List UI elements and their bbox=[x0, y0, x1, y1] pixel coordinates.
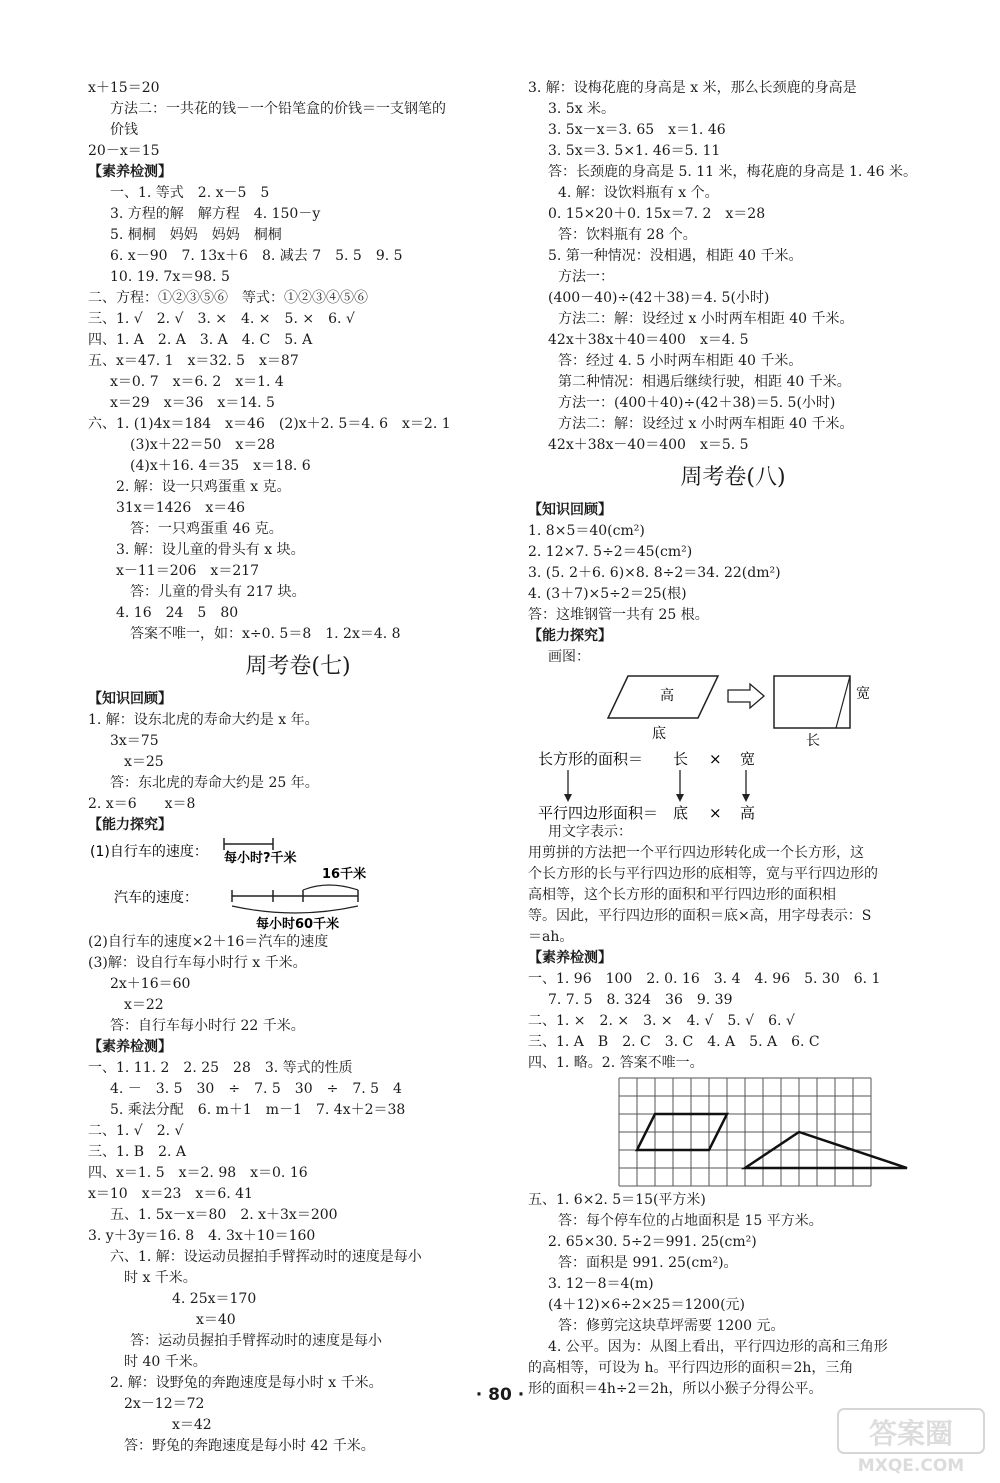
week7-answer-line: 六、1. 解：设运动员握拍手臂挥动时的速度是每小 bbox=[110, 1249, 422, 1265]
left-answer-line: 四、1. A 2. A 3. A 4. C 5. A bbox=[88, 332, 313, 348]
week7-answer-line: 时 x 千米。 bbox=[124, 1270, 197, 1286]
rectangle-length-label: 长 bbox=[806, 733, 820, 748]
week8-section-b bbox=[528, 822, 938, 1074]
right-answer-line: (400－40)÷(42＋38)＝4. 5(小时) bbox=[548, 290, 770, 306]
right-answer-line: 3. 5x＝3. 5×1. 46＝5. 11 bbox=[548, 143, 721, 159]
right-answer-line: 3. 5x 米。 bbox=[548, 101, 616, 117]
week7-answer-line: 答：自行车每小时行 22 千米。 bbox=[110, 1018, 305, 1034]
bike-speed-label: (1)自行车的速度： bbox=[90, 844, 208, 860]
left-column bbox=[88, 78, 508, 1457]
week7-answer-line: 2. x＝6 x＝8 bbox=[88, 796, 196, 812]
left-answer-line: 六、1. (1)4x＝184 x＝46 (2)x＋2. 5＝4. 6 x＝2. 1 bbox=[88, 416, 451, 432]
week8-answer-line: 形的面积＝4h÷2＝2h，所以小猴子分得公平。 bbox=[528, 1381, 823, 1397]
week8-answer-line: 4. (3＋7)×5÷2＝25(根) bbox=[528, 586, 687, 602]
week8-title: 周考卷(八) bbox=[680, 465, 786, 490]
week7-answer-line: 四、x＝1. 5 x＝2. 98 x＝0. 16 bbox=[88, 1165, 308, 1181]
car-total-label: 每小时60千米 bbox=[256, 917, 340, 932]
week7-answer-line: 4. － 3. 5 30 ÷ 7. 5 30 ÷ 7. 5 4 bbox=[110, 1081, 402, 1097]
transform-arrow bbox=[728, 684, 764, 708]
right-answer-line: 方法一：(400＋40)÷(42＋38)＝5. 5(小时) bbox=[558, 395, 836, 411]
week7-answer-line: 答：野兔的奔跑速度是每小时 42 千米。 bbox=[124, 1438, 375, 1454]
left-answer-line: 一、1. 等式 2. x－5 5 bbox=[110, 185, 270, 201]
week7-title: 周考卷(七) bbox=[245, 654, 351, 679]
week8-answer-line: 2. 65×30. 5÷2＝991. 25(cm²) bbox=[548, 1234, 757, 1250]
right-answer-line: 5. 第一种情况：没相遇，相距 40 千米。 bbox=[548, 248, 803, 264]
left-answer-line: 三、1. √ 2. √ 3. × 4. × 5. × 6. √ bbox=[88, 311, 355, 327]
left-answer-line: 五、x＝47. 1 x＝32. 5 x＝87 bbox=[88, 353, 299, 369]
right-answer-line: 第二种情况：相遇后继续行驶，相距 40 千米。 bbox=[558, 374, 851, 390]
week8-answer-line: 高相等，这个长方形的面积和平行四边形的面积相 bbox=[528, 887, 836, 903]
right-answer-line: 42x＋38x＋40＝400 x＝4. 5 bbox=[548, 332, 749, 348]
right-answer-line: 答：饮料瓶有 28 个。 bbox=[558, 227, 697, 243]
week8-answer-line: 一、1. 96 100 2. 0. 16 3. 4 4. 96 5. 30 6. 1 bbox=[528, 971, 881, 987]
speed-segment-figure bbox=[88, 836, 508, 932]
left-answer-line: x＋15＝20 bbox=[88, 80, 160, 96]
week8-answer-line: 7. 7. 5 8. 324 36 9. 39 bbox=[548, 992, 733, 1008]
rectangle-cut-line bbox=[836, 676, 850, 728]
para-formula-lead: 平行四边形面积＝ bbox=[538, 804, 659, 822]
arrow-head-2 bbox=[676, 794, 684, 802]
week8-answer-line: 3. (5. 2＋6. 6)×8. 8÷2＝34. 22(dm²) bbox=[528, 565, 781, 581]
parallelogram-height-label: 高 bbox=[660, 688, 674, 704]
week7-section-a bbox=[88, 689, 508, 836]
right-answer-line: 答：长颈鹿的身高是 5. 11 米，梅花鹿的身高是 1. 46 米。 bbox=[548, 164, 918, 180]
left-answer-line: 答：儿童的骨头有 217 块。 bbox=[130, 584, 306, 600]
week7-answer-line: 3. y＋3y＝16. 8 4. 3x＋10＝160 bbox=[88, 1228, 316, 1244]
right-column bbox=[528, 78, 938, 1400]
week7-answer-line: 答：运动员握拍手臂挥动时的速度是每小 bbox=[130, 1333, 382, 1349]
week8-answer-heading: 【素养检测】 bbox=[528, 950, 612, 966]
left-top-answers bbox=[88, 78, 508, 645]
left-answer-line: 方法二：一共花的钱－一个铅笔盒的价钱＝一支钢笔的 bbox=[110, 101, 446, 117]
para-formula-base: 底 bbox=[673, 804, 689, 822]
car-extra-label: 16千米 bbox=[322, 867, 367, 882]
week8-answer-line: ＝ah。 bbox=[528, 929, 574, 945]
week8-answer-line: 用剪拼的方法把一个平行四边形转化成一个长方形，这 bbox=[528, 845, 864, 861]
right-answer-line: 方法一： bbox=[558, 269, 614, 285]
page-number: · 80 · bbox=[475, 1385, 525, 1405]
week8-answer-heading: 【能力探究】 bbox=[528, 628, 612, 644]
week7-answer-line: x＝42 bbox=[172, 1417, 212, 1433]
left-answer-line: (4)x＋16. 4＝35 x＝18. 6 bbox=[130, 458, 311, 474]
week8-answer-line: 三、1. A B 2. C 3. C 4. A 5. A 6. C bbox=[528, 1034, 820, 1050]
week8-answer-line: 答：这堆钢管一共有 25 根。 bbox=[528, 607, 709, 623]
right-answer-line: 3. 解：设梅花鹿的身高是 x 米，那么长颈鹿的身高是 bbox=[528, 80, 857, 96]
left-answer-line: (3)x＋22＝50 x＝28 bbox=[130, 437, 276, 453]
left-answer-line: 10. 19. 7x＝98. 5 bbox=[110, 269, 230, 285]
week7-answer-line: (2)自行车的速度×2＋16＝汽车的速度 bbox=[88, 934, 329, 950]
week8-section-c bbox=[528, 1190, 938, 1400]
week7-answer-line: 时 40 千米。 bbox=[124, 1354, 207, 1370]
para-formula-height: 高 bbox=[740, 804, 756, 822]
car-speed-label: 汽车的速度： bbox=[114, 890, 198, 906]
week7-answer-line: 1. 解：设东北虎的寿命大约是 x 年。 bbox=[88, 712, 319, 728]
week8-answer-heading: 【知识回顾】 bbox=[528, 502, 612, 518]
week7-answer-line: 五、1. 5x－x＝80 2. x＋3x＝200 bbox=[110, 1207, 338, 1223]
week7-answer-line: 2x－12＝72 bbox=[124, 1396, 205, 1412]
week7-answer-line: 三、1. B 2. A bbox=[88, 1144, 187, 1160]
week7-answer-line: x＝25 bbox=[124, 754, 164, 770]
left-answer-line: 答：一只鸡蛋重 46 克。 bbox=[130, 521, 283, 537]
formula-figure bbox=[528, 748, 938, 822]
week8-answer-line: 四、1. 略。2. 答案不唯一。 bbox=[528, 1055, 704, 1071]
parallelogram-base-label: 底 bbox=[652, 726, 666, 742]
week8-answer-line: 1. 8×5＝40(cm²) bbox=[528, 523, 645, 539]
arrow-head-3 bbox=[742, 794, 750, 802]
rectangle-width-label: 宽 bbox=[856, 686, 870, 702]
week7-section-b bbox=[88, 932, 508, 1457]
grid-drawing bbox=[528, 1074, 938, 1190]
week7-answer-line: (3)解：设自行车每小时行 x 千米。 bbox=[88, 955, 307, 971]
speed-diagram bbox=[88, 836, 508, 932]
right-answer-line: 42x＋38x－40＝400 x＝5. 5 bbox=[548, 437, 749, 453]
week8-answer-line: 答：每个停车位的占地面积是 15 平方米。 bbox=[558, 1213, 823, 1229]
week8-answer-line: 画图： bbox=[548, 649, 590, 665]
week7-answer-line: 二、1. √ 2. √ bbox=[88, 1123, 184, 1139]
week8-answer-line: 3. 12－8＝4(m) bbox=[548, 1276, 654, 1292]
parallelogram-to-rectangle-figure bbox=[528, 668, 938, 748]
right-top-answers bbox=[528, 78, 938, 456]
week8-answer-line: 答：面积是 991. 25(cm²)。 bbox=[558, 1255, 738, 1271]
area-formula-diagram bbox=[528, 748, 938, 822]
week8-answer-line: (4＋12)×6÷2×25＝1200(元) bbox=[548, 1297, 746, 1313]
transform-figure bbox=[528, 668, 938, 748]
left-answer-line: x－11＝206 x＝217 bbox=[116, 563, 260, 579]
grid-lines bbox=[619, 1078, 871, 1186]
week7-answer-line: 5. 乘法分配 6. m＋1 m－1 7. 4x＋2＝38 bbox=[110, 1102, 406, 1118]
week7-answer-heading: 【能力探究】 bbox=[88, 817, 172, 833]
left-answer-line: 3. 解：设儿童的骨头有 x 块。 bbox=[116, 542, 305, 558]
week7-answer-line: 2. 解：设野兔的奔跑速度是每小时 x 千米。 bbox=[110, 1375, 383, 1391]
week7-answer-line: 2x＋16＝60 bbox=[110, 976, 191, 992]
week8-section-a bbox=[528, 500, 938, 668]
right-answer-line: 4. 解：设饮料瓶有 x 个。 bbox=[558, 185, 719, 201]
left-answer-line: 价钱 bbox=[110, 122, 138, 138]
left-answer-line: 20－x＝15 bbox=[88, 143, 160, 159]
left-answer-line: 5. 桐桐 妈妈 妈妈 桐桐 bbox=[110, 227, 282, 243]
arrow-head-1 bbox=[564, 794, 572, 802]
week8-answer-line: 用文字表示： bbox=[548, 824, 632, 840]
week8-answer-line: 2. 12×7. 5÷2＝45(cm²) bbox=[528, 544, 693, 560]
week7-answer-heading: 【知识回顾】 bbox=[88, 691, 172, 707]
week7-answer-line: 4. 25x＝170 bbox=[172, 1291, 257, 1307]
week7-answer-heading: 【素养检测】 bbox=[88, 1039, 172, 1055]
right-answer-line: 答：经过 4. 5 小时两车相距 40 千米。 bbox=[558, 353, 803, 369]
week7-answer-line: 答：东北虎的寿命大约是 25 年。 bbox=[110, 775, 319, 791]
rect-formula-length: 长 bbox=[673, 750, 689, 768]
week8-answer-line: 4. 公平。因为：从图上看出，平行四边形的高和三角形 bbox=[548, 1339, 888, 1355]
car-total-brace bbox=[232, 906, 358, 913]
rect-formula-width: 宽 bbox=[740, 750, 756, 768]
week7-answer-line: 一、1. 11. 2 2. 25 28 3. 等式的性质 bbox=[88, 1060, 353, 1076]
left-answer-heading: 【素养检测】 bbox=[88, 164, 172, 180]
week7-answer-line: x＝10 x＝23 x＝6. 41 bbox=[88, 1186, 253, 1202]
car-extra-brace bbox=[303, 885, 358, 890]
week7-answer-line: x＝40 bbox=[196, 1312, 236, 1328]
left-answer-line: 二、方程：①②③⑤⑥ 等式：①②③④⑤⑥ bbox=[88, 290, 368, 306]
left-answer-line: x＝0. 7 x＝6. 2 x＝1. 4 bbox=[110, 374, 284, 390]
left-answer-line: 31x＝1426 x＝46 bbox=[116, 500, 246, 516]
watermark-top-text: 答案圈 bbox=[868, 1417, 954, 1450]
week8-answer-line: 答：修剪完这块草坪需要 1200 元。 bbox=[558, 1318, 785, 1334]
right-answer-line: 3. 5x－x＝3. 65 x＝1. 46 bbox=[548, 122, 726, 138]
week8-answer-line: 五、1. 6×2. 5＝15(平方米) bbox=[528, 1192, 706, 1208]
week7-answer-line: x＝22 bbox=[124, 997, 164, 1013]
para-formula-times: × bbox=[709, 804, 722, 822]
left-answer-line: 4. 16 24 5 80 bbox=[116, 605, 239, 621]
week8-answer-line: 的高相等，可设为 h。平行四边形的面积＝2h，三角 bbox=[528, 1360, 854, 1376]
week7-answer-line: 3x＝75 bbox=[110, 733, 159, 749]
left-answer-line: x＝29 x＝36 x＝14. 5 bbox=[110, 395, 275, 411]
right-answer-line: 方法二：解：设经过 x 小时两车相距 40 千米。 bbox=[558, 416, 854, 432]
grid-figure bbox=[528, 1074, 938, 1190]
left-answer-line: 2. 解：设一只鸡蛋重 x 克。 bbox=[116, 479, 291, 495]
watermark-logo bbox=[836, 1405, 986, 1475]
bike-segment-label: 每小时?千米 bbox=[224, 851, 297, 866]
week8-answer-line: 等。因此，平行四边形的面积＝底×高，用字母表示：S bbox=[528, 908, 872, 924]
watermark-bottom-text: MXQE.COM bbox=[857, 1456, 965, 1475]
right-answer-line: 方法二：解：设经过 x 小时两车相距 40 千米。 bbox=[558, 311, 854, 327]
rect-formula-times: × bbox=[709, 750, 722, 768]
left-answer-line: 6. x－90 7. 13x＋6 8. 减去 7 5. 5 9. 5 bbox=[110, 248, 403, 264]
week8-answer-line: 个长方形的长与平行四边形的底相等，宽与平行四边形的 bbox=[528, 866, 878, 882]
left-answer-line: 3. 方程的解 解方程 4. 150－y bbox=[110, 206, 321, 222]
rect-formula-lead: 长方形的面积＝ bbox=[538, 750, 644, 768]
left-answer-line: 答案不唯一，如：x÷0. 5＝8 1. 2x＝4. 8 bbox=[130, 626, 401, 642]
right-answer-line: 0. 15×20＋0. 15x＝7. 2 x＝28 bbox=[548, 206, 766, 222]
week8-answer-line: 二、1. × 2. × 3. × 4. √ 5. √ 6. √ bbox=[528, 1013, 795, 1029]
